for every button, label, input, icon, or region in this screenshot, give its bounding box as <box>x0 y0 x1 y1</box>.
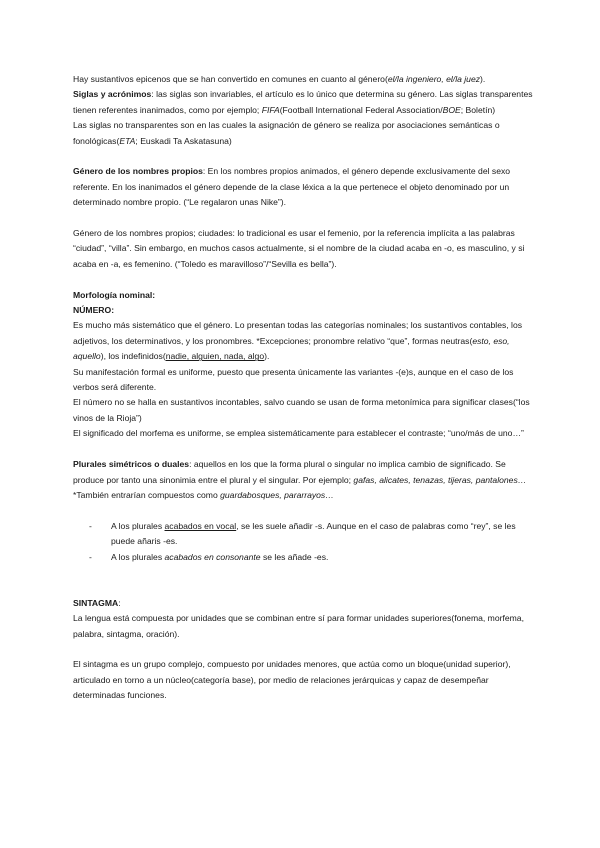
dash-bullet: - <box>89 551 92 562</box>
paragraph-incontables: El número no se halla en sustantivos incontables, salvo cuando se usan de forma metonímica para significar clases(“los vinos de la Rioja”) <box>73 397 530 423</box>
paragraph-manifestacion: Su manifestación formal es uniforme, puesto que presenta únicamente las variantes -(e)s, aunque en el caso de los verbos será diferente. <box>73 366 514 393</box>
spacer <box>73 565 533 580</box>
text: : aquellos en los que la forma plural o singular no implica cambio de significado. Se produce por tanto una sinonimia entre el plural y el singular. Por ejemplo; <box>73 459 506 485</box>
text: (Football International Federal Association/ <box>279 104 443 115</box>
text: ), los indefinidos( <box>100 351 166 362</box>
spacer <box>73 642 533 657</box>
spacer <box>73 149 533 164</box>
spacer <box>73 211 533 226</box>
text: Es mucho más sistemático que el género. Lo presentan todas las categorías nominales; los sustantivos contables, los adjetivos, los determinativos, y los pronombres. *Excepciones; pronombre relativo “que”, formas neutras( <box>73 320 523 346</box>
dash-bullet: - <box>89 520 92 531</box>
spacer <box>73 272 533 287</box>
example-italic: gafas, alicates, tenazas, tijeras, pantalones… <box>353 474 527 485</box>
example-underlined: nadie, alguien, nada, algo <box>165 351 265 362</box>
paragraph-epicenos <box>73 72 533 87</box>
text: ). <box>480 74 486 84</box>
list-item <box>73 550 533 565</box>
paragraph-siglas <box>73 87 533 118</box>
heading-colon: : <box>118 597 121 608</box>
text: se les añade -es. <box>260 551 329 562</box>
paragraph-compuestos <box>73 488 533 503</box>
paragraph-significado: El significado del morfema es uniforme, se emplea sistemáticamente para establecer el contraste; “uno/más de uno…” <box>73 428 524 439</box>
paragraph-siglas-no-transparentes <box>73 118 533 149</box>
example-italic: ETA <box>119 135 136 146</box>
example-italic: el/la ingeniero, el/la juez <box>387 74 481 84</box>
text: *También entrarían compuestos como <box>73 489 221 500</box>
example-italic: guardabosques, pararrayos… <box>220 489 334 500</box>
text: Las siglas no transparentes son en las cuales la asignación de género se realiza por asociaciones semánticas o fonológicas( <box>73 120 500 146</box>
paragraph-ciudades: Género de los nombres propios; ciudades: lo tradicional es usar el femenio, por la referencia implícita a las palabras “ciudad”, “villa”. Sin embargo, en muchos casos actualmente, si el nombre de la ciudad acaba en -o, es masculino, y si acaba en -a, es femenino. (“Toledo es maravilloso”/“Sevilla es bella”). <box>73 228 525 269</box>
example-italic: acabados en consonante <box>164 551 261 562</box>
section-heading-sintagma <box>73 596 533 611</box>
term-heading: Plurales simétricos o duales <box>73 459 190 470</box>
example-italic: esto, eso, aquello <box>73 335 510 362</box>
spacer <box>73 442 533 457</box>
text: ; Euskadi Ta Askatasuna) <box>135 135 232 146</box>
paragraph-plurales-duales <box>73 457 533 488</box>
text: A los plurales <box>111 551 165 562</box>
term-heading: Siglas y acrónimos <box>73 89 152 100</box>
paragraph-lengua: La lengua está compuesta por unidades que se combinan entre sí para formar unidades superiores(fonema, morfema, palabra, sintagma, oración). <box>73 613 524 639</box>
section-heading-morfologia: Morfología nominal: <box>73 289 156 300</box>
paragraph-sintagma-definicion: El sintagma es un grupo complejo, compuesto por unidades menores, que actúa como un bloque(unidad superior), articulado en torno a un núcleo(categoría base), por medio de relaciones jerárquicas y capaz de desempeñar determinadas funciones. <box>73 659 511 701</box>
example-italic: BOE <box>442 104 461 115</box>
text: : En los nombres propios animados, el género depende exclusivamente del sexo referente. En los inanimados el género depende de la clase léxica a la que pertenece el objeto denominado por un determinado nombre propio. (“Le regalaron unas Nike”). <box>73 166 511 208</box>
term-heading: Género de los nombres propios <box>73 166 203 177</box>
example-italic: FIFA <box>261 104 280 115</box>
paragraph-numero <box>73 318 533 364</box>
text: ; Boletín) <box>460 104 496 115</box>
section-heading-numero: NÚMERO: <box>73 305 115 316</box>
list-item <box>73 519 533 550</box>
text: , se les suele añadir -s. Aunque en el caso de palabras como “rey”, se les puede añaris -es. <box>111 520 516 547</box>
heading-text: SINTAGMA <box>73 597 119 608</box>
paragraph-nombres-propios <box>73 164 533 210</box>
spacer <box>73 580 533 595</box>
text: ). <box>264 351 270 362</box>
example-underlined: acabados en vocal <box>164 520 237 531</box>
text: A los plurales <box>111 520 165 531</box>
plural-rules-list <box>73 519 533 565</box>
document-body <box>73 72 533 704</box>
text: Hay sustantivos epicenos que se han convertido en comunes en cuanto al género( <box>73 74 388 84</box>
spacer <box>73 503 533 518</box>
text: : las siglas son invariables, el artículo es lo único que determina su género. Las siglas transparentes tienen referentes inanimados, como por ejemplo; <box>73 89 533 115</box>
